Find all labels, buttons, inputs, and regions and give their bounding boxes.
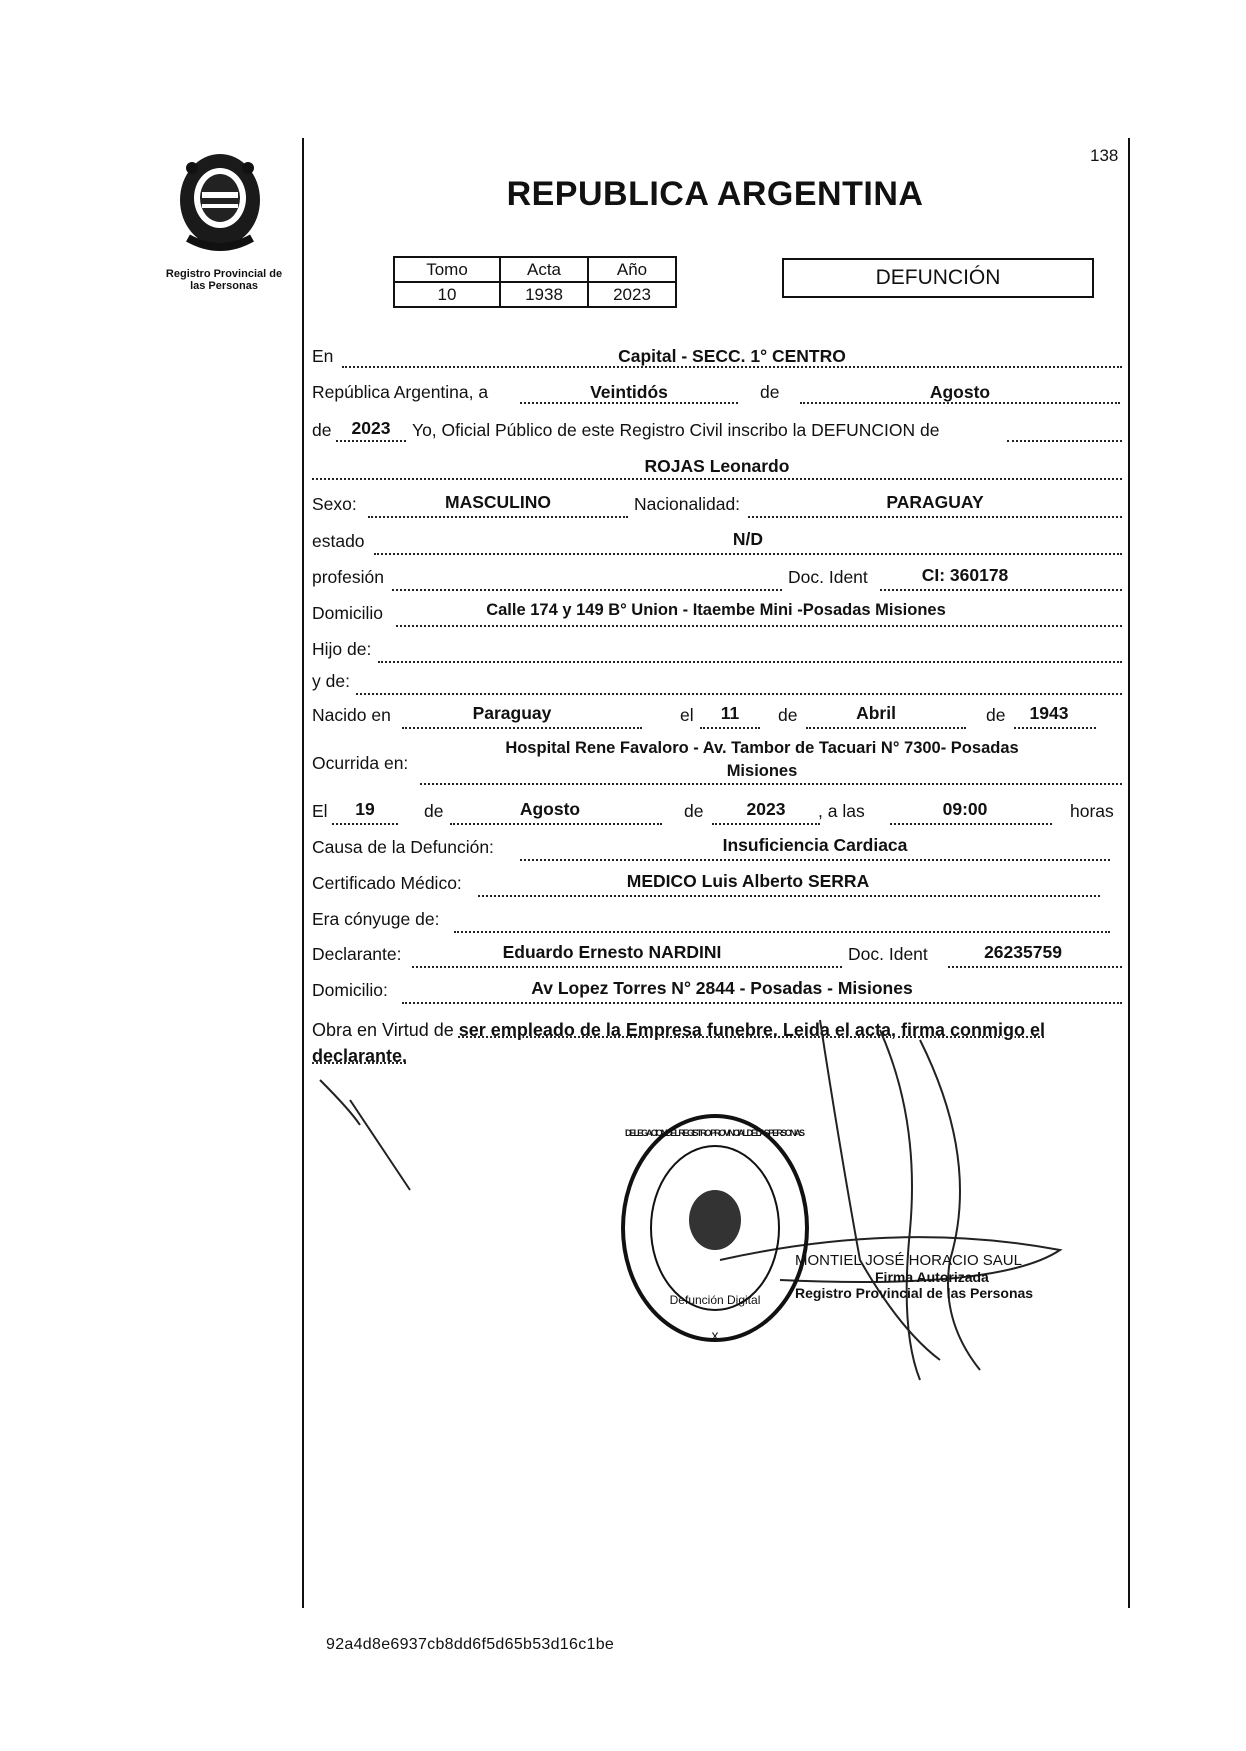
- obra-label: Obra en Virtud de: [312, 1020, 454, 1040]
- sexo-value: MASCULINO: [445, 492, 551, 512]
- signatory-role: Firma Autorizada: [875, 1269, 989, 1285]
- dotted-line: [374, 553, 1122, 555]
- declarante-label: Declarante:: [312, 944, 402, 964]
- dotted-line: [880, 589, 1122, 591]
- dotted-line: [412, 966, 842, 968]
- nacimiento-anio: 1943: [1029, 703, 1069, 723]
- signature-block: [795, 1252, 1055, 1301]
- doc-value: CI: 360178: [921, 565, 1009, 585]
- dotted-line: [312, 478, 1122, 480]
- profesion-label: profesión: [312, 567, 384, 587]
- svg-text:x: x: [711, 1327, 719, 1343]
- declarante-domicilio-label: Domicilio:: [312, 980, 388, 1000]
- page-number: 138: [1090, 146, 1119, 165]
- record-type-box: DEFUNCIÓN: [782, 258, 1094, 298]
- dotted-line: [520, 859, 1110, 861]
- right-border-line: [1128, 138, 1130, 1608]
- registry-header-acta: Acta: [500, 257, 588, 282]
- dotted-line: [332, 823, 398, 825]
- el-label: El: [312, 801, 328, 821]
- nacido-label: Nacido en: [312, 705, 391, 725]
- obra-value: ser empleado de la Empresa funebre. Leida el acta, firma conmigo el declarante.: [312, 1020, 1045, 1066]
- registry-table: [393, 256, 677, 308]
- conyuge-label: Era cónyuge de:: [312, 909, 440, 929]
- dotted-line: [402, 727, 642, 729]
- registry-header-tomo: Tomo: [394, 257, 500, 282]
- horas-label: horas: [1070, 801, 1114, 821]
- dotted-line: [478, 895, 1100, 897]
- de-label: de: [312, 420, 332, 440]
- yde-label: y de:: [312, 671, 350, 691]
- dia-value: Veintidós: [590, 382, 668, 402]
- causa-value: Insuficiencia Cardiaca: [722, 835, 908, 855]
- anio-value: 2023: [351, 418, 391, 438]
- domicilio-value: Calle 174 y 149 B° Union - Itaembe Mini -Posadas Misiones: [486, 601, 946, 619]
- dotted-line: [1014, 727, 1096, 729]
- dotted-line: [392, 589, 782, 591]
- hijo-label: Hijo de:: [312, 639, 372, 659]
- dotted-line: [356, 693, 1122, 695]
- declarante-value: Eduardo Ernesto NARDINI: [502, 942, 722, 962]
- nacionalidad-label: Nacionalidad:: [634, 494, 741, 514]
- nacionalidad-value: PARAGUAY: [886, 492, 984, 512]
- dotted-line: [948, 966, 1122, 968]
- organization-line-2: las Personas: [190, 280, 258, 292]
- nombre-value: ROJAS Leonardo: [644, 456, 790, 476]
- dotted-line: [396, 625, 1122, 627]
- provincial-emblem-icon: [172, 148, 268, 258]
- estado-value: N/D: [732, 529, 764, 549]
- seal-ring-text: DELEGACION DEL REGISTRO PROVINCIAL DE LAS PERSONAS: [625, 1128, 805, 1138]
- seal-center-text: Defunción Digital: [669, 1293, 761, 1307]
- ocurrida-line-2: Misiones: [726, 762, 798, 780]
- signatory-office: Registro Provincial de las Personas: [795, 1285, 1034, 1301]
- certificado-label: Certificado Médico:: [312, 873, 462, 893]
- estado-label: estado: [312, 531, 365, 551]
- declarante-domicilio-value: Av Lopez Torres N° 2844 - Posadas - Misiones: [531, 978, 913, 998]
- declarante-doc-value: 26235759: [984, 942, 1062, 962]
- de-label: de: [760, 382, 780, 402]
- document-title: REPUBLICA ARGENTINA: [506, 175, 924, 213]
- document-hash: 92a4d8e6937cb8dd6f5d65b53d16c1be: [326, 1636, 615, 1653]
- inscripcion-text: Yo, Oficial Público de este Registro Civil inscribo la DEFUNCION de: [412, 420, 940, 440]
- ocurrida-label: Ocurrida en:: [312, 753, 409, 773]
- nacido-value: Paraguay: [472, 703, 552, 723]
- registry-seal-stamp: [615, 1108, 815, 1348]
- de-label: de: [684, 801, 704, 821]
- dotted-line: [748, 516, 1122, 518]
- dotted-line: [378, 661, 1122, 663]
- registry-anio-value: 2023: [588, 282, 676, 307]
- ocurrida-line-1: Hospital Rene Favaloro - Av. Tambor de Tacuari N° 7300- Posadas: [505, 739, 1019, 757]
- de-label: de: [986, 705, 1006, 725]
- organization-line-1: Registro Provincial de: [165, 268, 283, 280]
- dotted-line: [890, 823, 1052, 825]
- declarante-doc-label: Doc. Ident: [848, 944, 928, 964]
- dotted-line: [420, 783, 1122, 785]
- causa-label: Causa de la Defunción:: [312, 837, 494, 857]
- doc-label: Doc. Ident: [788, 567, 868, 587]
- dotted-line: [1007, 440, 1122, 442]
- domicilio-label: Domicilio: [312, 603, 383, 623]
- dotted-line: [454, 931, 1110, 933]
- organization-name: [150, 268, 298, 292]
- en-label: En: [312, 346, 334, 366]
- defuncion-hora: 09:00: [942, 799, 988, 819]
- dotted-line: [450, 823, 662, 825]
- registry-header-anio: Año: [588, 257, 676, 282]
- de-label: de: [778, 705, 798, 725]
- el-label: el: [680, 705, 694, 725]
- en-value: Capital - SECC. 1° CENTRO: [618, 346, 846, 366]
- registry-acta-value: 1938: [500, 282, 588, 307]
- defuncion-mes: Agosto: [519, 799, 581, 819]
- dotted-line: [712, 823, 820, 825]
- certificado-value: MEDICO Luis Alberto SERRA: [626, 871, 870, 891]
- nacimiento-dia: 11: [720, 703, 740, 723]
- dotted-line: [806, 727, 966, 729]
- nacimiento-mes: Abril: [856, 703, 896, 723]
- defuncion-dia: 19: [355, 799, 375, 819]
- registry-tomo-value: 10: [394, 282, 500, 307]
- row-ocurrida: [312, 739, 1126, 789]
- dotted-line: [336, 440, 406, 442]
- defuncion-anio: 2023: [746, 799, 786, 819]
- mes-value: Agosto: [929, 382, 991, 402]
- dotted-line: [368, 516, 628, 518]
- alas-label: , a las: [818, 801, 865, 821]
- de-label: de: [424, 801, 444, 821]
- signatory-name: MONTIEL JOSÉ HORACIO SAUL: [795, 1252, 1022, 1269]
- sexo-label: Sexo:: [312, 494, 357, 514]
- republica-label: República Argentina, a: [312, 382, 489, 402]
- dotted-line: [700, 727, 760, 729]
